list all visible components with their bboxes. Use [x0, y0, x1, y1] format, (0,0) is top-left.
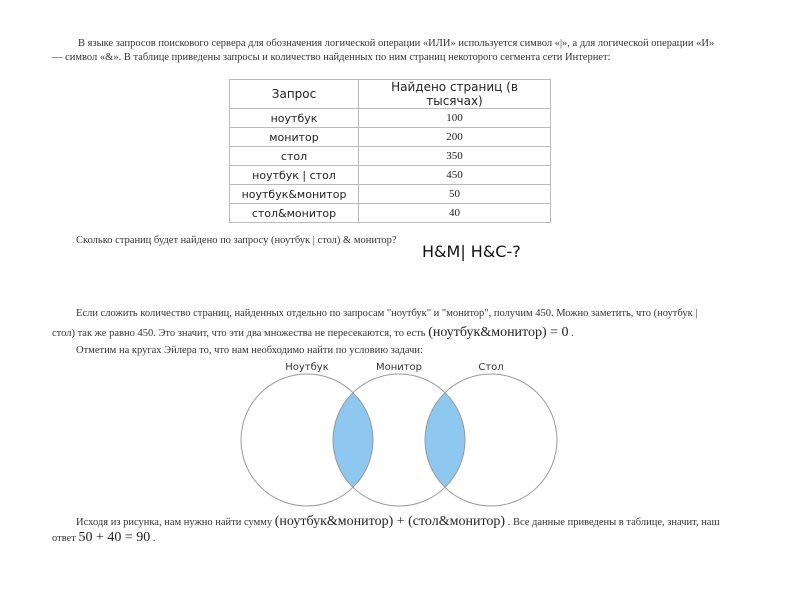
- intro-line-2: — символ «&». В таблице приведены запросы и количество найденных по ним страниц некоторого сегмента сети Интернет:: [52, 52, 611, 63]
- cell-pages: 450: [359, 166, 551, 185]
- table-header-row: [230, 80, 551, 109]
- label-table: Стол: [478, 362, 504, 373]
- conclusion-line-2-end: .: [152, 533, 156, 544]
- solution-line-2-text: стол) так же равно 450. Это значит, что эти два множества не пересекаются, то есть: [52, 328, 426, 339]
- table-row: [230, 166, 551, 185]
- formula-laptop-monitor-zero: (ноутбук&монитор) = 0: [428, 325, 569, 340]
- formula-answer: 50 + 40 = 90: [78, 530, 151, 545]
- cell-pages: 350: [359, 147, 551, 166]
- solution-line-1: Если сложить количество страниц, найденных отдельно по запросам "ноутбук" и "монитор", получим 450. Можно заметить, что (ноутбук |: [76, 308, 698, 319]
- question-text: Сколько страниц будет найдено по запросу (ноутбук | стол) & монитор?: [76, 235, 397, 246]
- query-table: [229, 79, 551, 223]
- table-row: [230, 147, 551, 166]
- label-laptop: Ноутбук: [285, 362, 329, 373]
- handwritten-note: H&M| H&C-?: [422, 242, 521, 261]
- cell-query: ноутбук | стол: [230, 166, 359, 185]
- solution-line-3: Отметим на кругах Эйлера то, что нам необходимо найти по условию задачи:: [76, 345, 423, 356]
- conclusion-line-2-text: ответ: [52, 533, 76, 544]
- table-row: [230, 204, 551, 223]
- conclusion-line-1-text: Исходя из рисунка, нам нужно найти сумму: [76, 517, 273, 528]
- cell-pages: 200: [359, 128, 551, 147]
- table-row: [230, 109, 551, 128]
- cell-query: ноутбук: [230, 109, 359, 128]
- cell-pages: 50: [359, 185, 551, 204]
- table-row: [230, 128, 551, 147]
- cell-query: ноутбук&монитор: [230, 185, 359, 204]
- label-monitor: Монитор: [375, 362, 423, 373]
- header-pages: Найдено страниц (в тысячах): [359, 80, 551, 109]
- cell-pages: 40: [359, 204, 551, 223]
- header-query: Запрос: [230, 80, 359, 109]
- formula-sum: (ноутбук&монитор) + (стол&монитор): [274, 514, 506, 529]
- intro-line-1: В языке запросов поискового сервера для обозначения логической операции «ИЛИ» используется символ «|», а для логической операции «И»: [78, 38, 715, 49]
- cell-query: стол&монитор: [230, 204, 359, 223]
- euler-diagram: [240, 355, 560, 515]
- cell-query: монитор: [230, 128, 359, 147]
- table-row: [230, 185, 551, 204]
- conclusion-line-1-end: . Все данные приведены в таблице, значит, наш: [507, 517, 720, 528]
- cell-query: стол: [230, 147, 359, 166]
- solution-line-2: [52, 325, 574, 342]
- conclusion-line-2: [52, 530, 156, 547]
- solution-line-2-end: .: [571, 328, 574, 339]
- conclusion-line-1: [76, 514, 720, 531]
- cell-pages: 100: [359, 109, 551, 128]
